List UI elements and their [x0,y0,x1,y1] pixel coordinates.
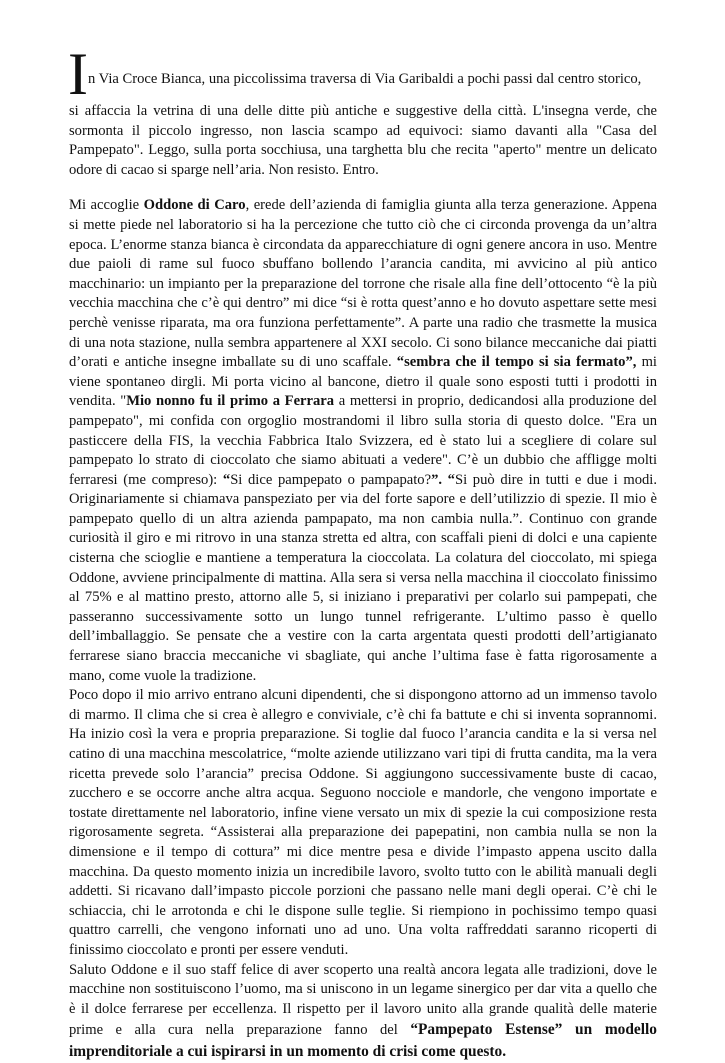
p2-text-4: a mettersi in proprio, dedicandosi alla produzione del pampepato", mi confida con orgoglio mostrandomi il libro sulla storia di questo dolce. "Era un pasticcere della FIS, la vecchia Fabbrica Italo Svizzera, ed è stato lui a scegliere di colare sul pampepato lo strato di cioccolato che siamo abituati a vedere". C’è un dubbio che affligge molti ferraresi (me compreso): [69,393,657,488]
paragraph-intro: si affaccia la vetrina di una delle ditte più antiche e suggestive della città. L'insegna verde, che sormonta il piccolo ingresso, non lascia scampo ad equivoci: siamo davanti alla "Casa del Pampepato". Leggo, sulla porta socchiusa, una targhetta blu che recita "aperto" mentre un delicato odore di cacao si sparge nell’aria. Non resisto. Entro. [69,103,657,178]
p2-bold-open-quote: “ [222,471,231,488]
p4-bold-conclusion: “Pampepato Estense” un modello imprenditoriale a cui ispirarsi in un momento di crisi come questo. [69,1021,657,1060]
p4-text-1: Saluto Oddone e il suo staff felice di aver scoperto una realtà ancora legata alle tradizioni, dove le macchine non sostituiscono l’uomo, ma si uniscono in un legame sinergico per dar vita a quello che è il dolce ferrarese per eccellenza. Il rispetto per il lavoro unito alla grande qualità delle materie prime e alla cura nella preparazione fanno del [69,961,657,1039]
p2-text-5: Si dice pampepato o pampapato? [230,471,432,488]
p2-bold-close-quote: ”. “ [431,471,455,488]
paragraph-closing [69,961,657,1063]
drop-cap: I [68,41,88,107]
p2-bold-name: Oddone di Caro [143,197,246,214]
p2-bold-nonno: Mio nonno fu il primo a Ferrara [126,393,335,410]
paragraph-oddone [69,196,657,686]
article-page [68,41,658,1063]
first-line-text: n Via Croce Bianca, una piccolissima traversa di Via Garibaldi a pochi passi dal centro storico, [88,71,642,87]
p2-bold-quote: “sembra che il tempo si sia fermato”, [396,354,637,371]
first-line [68,41,657,107]
p2-text-2: , erede dell’azienda di famiglia giunta alla terza generazione. Appena si mette piede nel laboratorio si ha la percezione che tutto ciò che ci circonda provenga da un’altra epoca. L’enorme stanza bianca è circondata da apparecchiature di ogni genere ancora in uso. Mentre due paioli di rame sul fuoco sbuffano bollendo l’arancia candita, mi avvicino al più antico macchinario: un impianto per la preparazione del torrone che risale alla fine dell’ottocento “è la più vecchia macchina che c’è qui dentro” mi dice “si è rotta quest’anno e ho dovuto aspettare sette mesi perchè venisse riparata, ma ora funziona perfettamente”. A parte una radio che trasmette la musica di una nota stazione, nulla sembra appartenere al XXI secolo. Ci sono bilance meccaniche dai piatti d’orati e antiche insegne imballate su di uno scaffale. [69,197,657,371]
p2-text-6: Si può dire in tutti e due i modi. Originariamente si chiamava panspeziato per via del forte sapore e dell’utilizzio di spezie. Il mio è pampepato quello di un altra azienda pampapato, ma non cambia nulla.”. Continuo con grande curiosità il giro e mi ritrovo in una stanza stretta ed altra, con scaffali pieni di dolci e una capiente cisterna che scioglie e mantiene a temperatura la cioccolata. La colatura del cioccolato, mi spiega Oddone, avviene principalmente di mattina. Alla sera si versa nella macchina il cioccolato finissimo al 75% e al mattino presto, attorno alle 5, si iniziano i preparativi per colarlo sui pampepati, che passeranno successivamente sotto un lungo tunnel refrigerante. L’ultimo passo è quello dell’imballaggio. Se pensate che a vestire con la carta argentata questi prodotti dell’artigianato ferrarese siano braccia meccaniche vi sbagliate, qui anche l’ultima fase è fatta rigorosamente a mano, come vuole la tradizione. [69,471,658,684]
paragraph-preparation: Poco dopo il mio arrivo entrano alcuni dipendenti, che si dispongono attorno ad un immenso tavolo di marmo. Il clima che si crea è allegro e conviviale, c’è chi fa battute e chi si inventa soprannomi. Ha inizio così la vera e propria preparazione. Si toglie dal fuoco l’arancia candita e la si versa nel catino di una macchina mescolatrice, “molte aziende utilizzano vari tipi di frutta candita, ma la vera ricetta prevede solo l’arancia” precisa Oddone. Si aggiungono successivamente buste di cacao, zucchero e se occorre anche altra acqua. Seguono nocciole e mandorle, che vengono importate e tostate direttamente nel laboratorio, infine viene versato un mix di spezie la cui composizione resta rigorosamente segreta. “Assisterai alla preparazione dei papepatini, non cambia nulla se non la dimensione e il tempo di cottura” mi dice mentre pesa e divide l’impasto appena uscito dalla macchina. Da questo momento inizia un incredibile lavoro, svolto tutto con le abilità manuali degli addetti. Si ricavano dall’impasto piccole porzioni che passano nelle mani degli operai. C’è chi le schiaccia, chi le arrotonda e chi le dispone sulle teglie. Si riempiono in pochissimo tempo quasi quattro carrelli, che vengono infornati uno ad uno. Una volta raffreddati saranno ricoperti di finissimo cioccolato e pronti per essere venduti. [69,687,657,958]
p2-text-1: Mi accoglie [69,197,144,214]
p2-text-3: mi viene spontaneo dirgli. Mi porta vicino al bancone, dietro il quale sono esposti tutti i prodotti in vendita. " [69,354,657,410]
